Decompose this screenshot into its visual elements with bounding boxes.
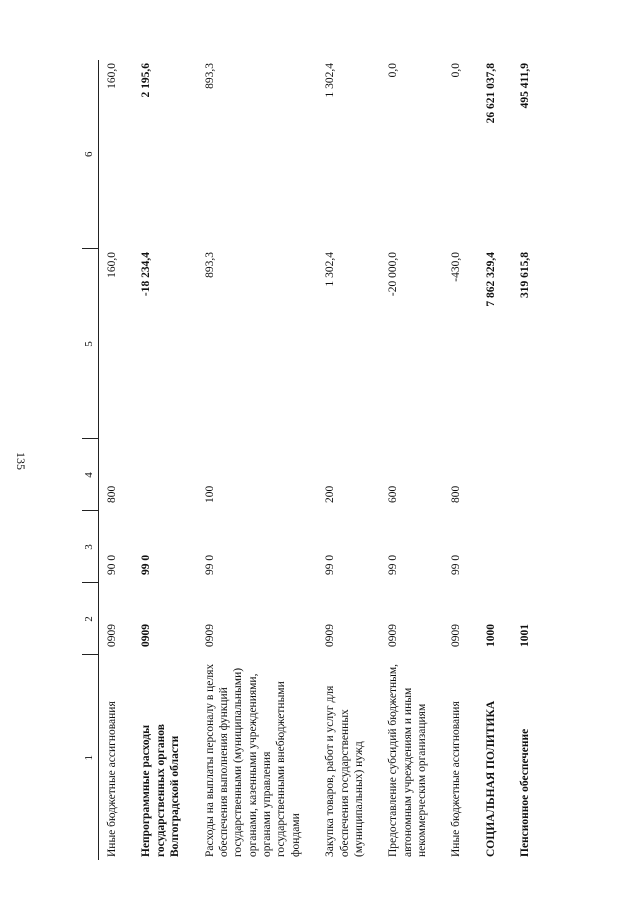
row-target-code-cell — [512, 511, 546, 583]
budget-table-rotated — [82, 60, 622, 860]
row-expense-type-cell: 800 — [450, 485, 463, 503]
row-section-code-cell: 0909 — [387, 624, 400, 647]
table-row — [197, 60, 318, 860]
column-header: 4 — [82, 439, 99, 511]
row-target-code-cell: 90 0 — [106, 554, 118, 575]
row-name-cell: Пенсионное обеспечение — [519, 728, 532, 857]
row-name-cell: Иные бюджетные ассигнования — [106, 701, 118, 857]
row-expense-type-cell: 600 — [387, 485, 400, 503]
column-header: 6 — [82, 60, 99, 249]
row-section-code-cell: 0909 — [203, 624, 216, 647]
row-expense-type-cell: 800 — [106, 485, 118, 503]
row-value-col5-cell: 319 615,8 — [519, 252, 532, 298]
table-row — [380, 60, 443, 860]
row-section-code-cell: 0909 — [450, 624, 463, 647]
row-section-code-cell: 1001 — [519, 624, 532, 647]
row-name-cell: Иные бюджетные ассигнования — [450, 701, 463, 857]
row-value-col5-cell: -430,0 — [450, 252, 463, 282]
row-expense-type-cell — [512, 439, 546, 511]
column-header: 1 — [82, 655, 99, 860]
row-expense-type-cell: 100 — [203, 485, 216, 503]
table-row — [443, 60, 477, 860]
row-value-col6-cell: 26 621 037,8 — [484, 63, 497, 124]
table-row — [317, 60, 380, 860]
row-expense-type-cell — [133, 439, 196, 511]
table-body — [99, 60, 547, 860]
row-value-col6-cell: 160,0 — [106, 63, 118, 89]
row-name-cell: Предоставление субсидий бюджетным, автономным учреждениям и иным некоммерческим организациям — [387, 663, 428, 857]
row-value-col6-cell: 0,0 — [450, 63, 463, 78]
page-number: 135 — [14, 452, 28, 470]
row-expense-type-cell: 200 — [324, 485, 337, 503]
table-header-row — [82, 60, 99, 860]
row-value-col5-cell: 160,0 — [106, 252, 118, 278]
row-name-cell: Закупка товаров, работ и услуг для обеспечения государственных (муниципальных) нужд — [324, 685, 365, 857]
budget-table — [82, 60, 547, 860]
row-target-code-cell: 99 0 — [203, 554, 216, 575]
row-value-col6-cell: 893,3 — [203, 63, 216, 89]
row-section-code-cell: 0909 — [324, 624, 337, 647]
row-value-col5-cell: -18 234,4 — [140, 252, 153, 297]
row-value-col5-cell: 7 862 329,4 — [484, 252, 497, 307]
column-header: 3 — [82, 511, 99, 583]
row-name-cell: Расходы на выплаты персоналу в целях обеспечения выполнения функций государственными (муниципальными) органами, казенными учреждениями, органами управления государственными внебюджетными фондами — [203, 663, 302, 857]
table-row — [99, 60, 134, 860]
row-value-col6-cell: 1 302,4 — [324, 63, 337, 98]
row-name-cell: Непрограммные расходы государственных органов Волгоградской области — [140, 724, 182, 857]
row-value-col6-cell: 495 411,9 — [519, 63, 532, 109]
row-target-code-cell: 99 0 — [140, 554, 153, 575]
table-row — [133, 60, 196, 860]
column-header: 2 — [82, 583, 99, 655]
table-row — [478, 60, 512, 860]
table-row — [512, 60, 546, 860]
column-header: 5 — [82, 249, 99, 439]
row-value-col6-cell: 0,0 — [387, 63, 400, 78]
row-expense-type-cell — [478, 439, 512, 511]
row-section-code-cell: 0909 — [106, 624, 118, 647]
row-section-code-cell: 1000 — [484, 624, 497, 647]
row-target-code-cell: 99 0 — [324, 554, 337, 575]
row-section-code-cell: 0909 — [140, 624, 153, 647]
row-value-col5-cell: 1 302,4 — [324, 252, 337, 287]
row-value-col5-cell: -20 000,0 — [387, 252, 400, 297]
row-name-cell: СОЦИАЛЬНАЯ ПОЛИТИКА — [484, 700, 497, 857]
row-target-code-cell: 99 0 — [387, 554, 400, 575]
row-value-col6-cell: 2 195,6 — [140, 63, 153, 98]
row-target-code-cell: 99 0 — [450, 554, 463, 575]
row-target-code-cell — [478, 511, 512, 583]
row-value-col5-cell: 893,3 — [203, 252, 216, 278]
